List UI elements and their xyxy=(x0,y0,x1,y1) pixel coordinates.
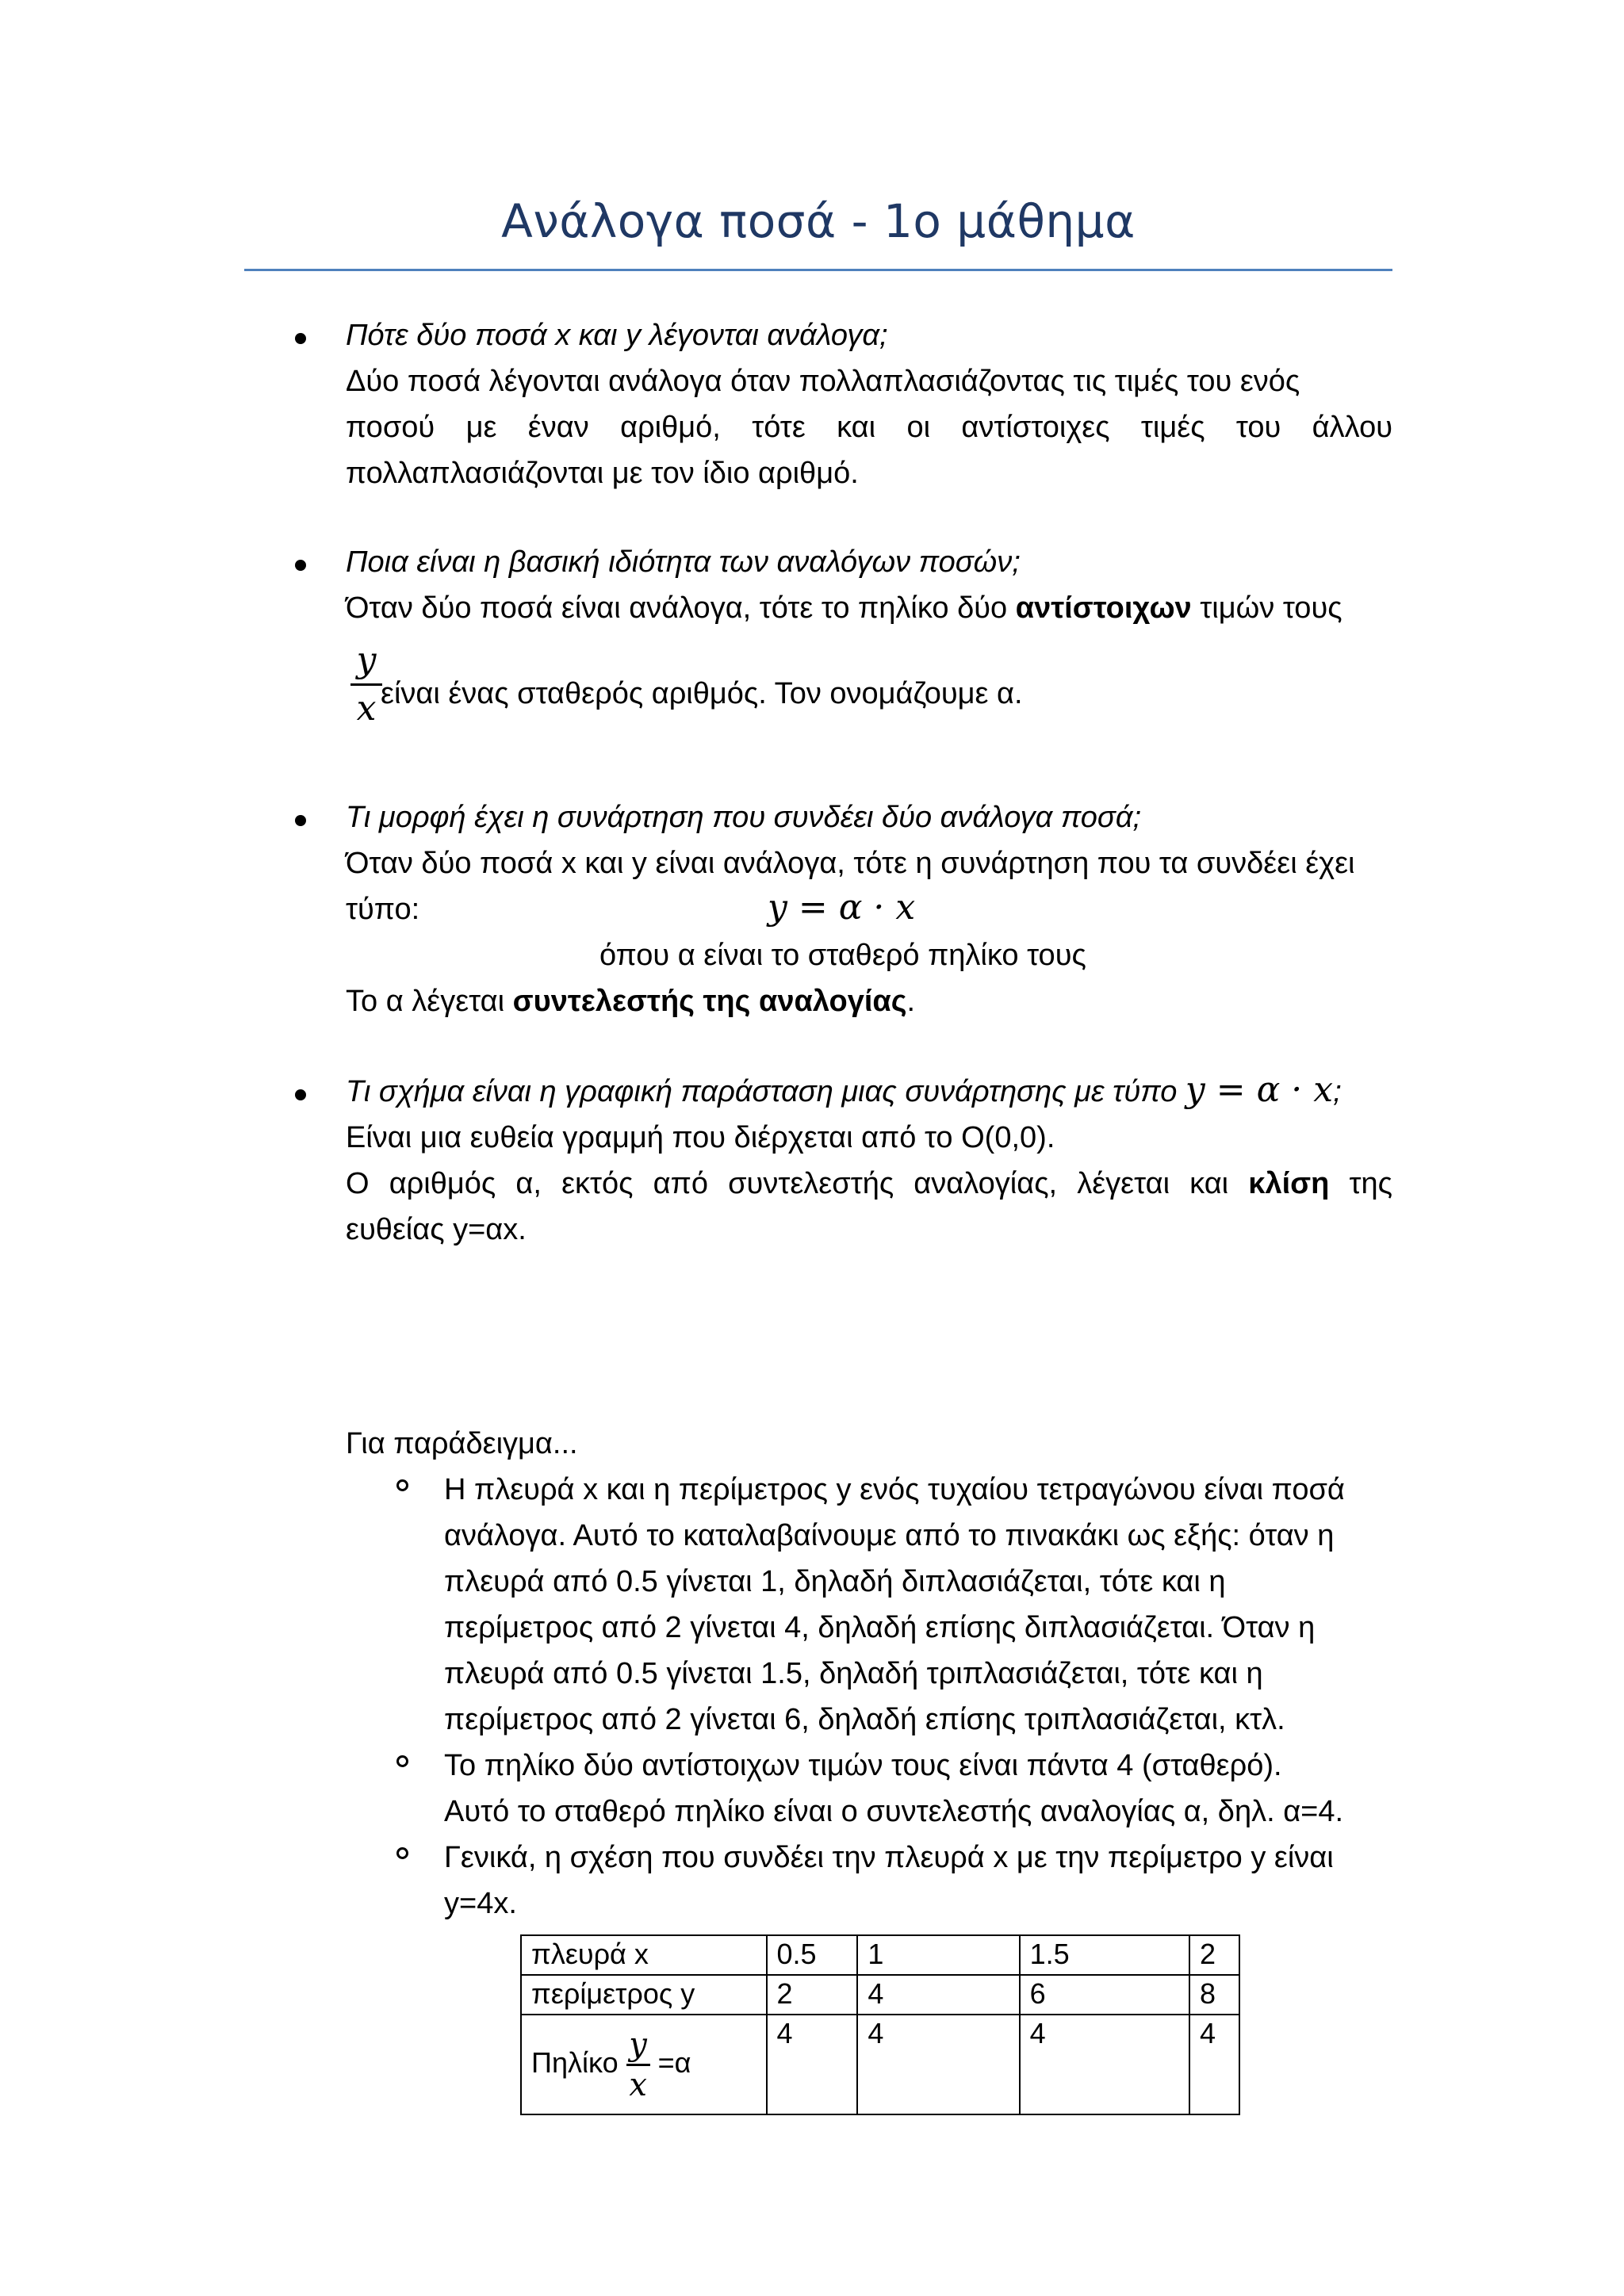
table-cell: 4 xyxy=(857,2015,1019,2114)
table-row xyxy=(521,2015,1239,2114)
example-2-line-2: Αυτό το σταθερό πηλίκο είναι ο συντελεστής αναλογίας α, δηλ. α=4. xyxy=(444,1795,1344,1828)
answer-text: της xyxy=(1329,1167,1392,1200)
answer-3-line-2: τύπο: xyxy=(346,893,420,926)
table-cell: 4 xyxy=(1189,2015,1239,2114)
example-3-line-1: Γενικά, η σχέση που συνδέει την πλευρά x με την περίμετρο y είναι xyxy=(444,1841,1334,1874)
proportion-table xyxy=(520,1934,1240,2115)
formula-y-equals-ax: y = α · x xyxy=(1185,1070,1334,1110)
example-1-line-2: ανάλογα. Αυτό το καταλαβαίνουμε από το πινακάκι ως εξής: όταν η xyxy=(444,1519,1335,1552)
question-mark: ; xyxy=(1333,1075,1342,1108)
table-cell: 2 xyxy=(1189,1935,1239,1975)
bullet-icon xyxy=(295,560,306,571)
fraction-bar xyxy=(350,683,382,686)
example-1-line-3: πλευρά από 0.5 γίνεται 1, δηλαδή διπλασιάζεται, τότε και η xyxy=(444,1565,1226,1598)
circle-bullet-icon xyxy=(396,1479,408,1491)
bullet-icon xyxy=(295,815,306,826)
example-1-line-1: Η πλευρά x και η περίμετρος y ενός τυχαίου τετραγώνου είναι ποσά xyxy=(444,1473,1345,1506)
fraction-numerator: y xyxy=(629,2026,647,2063)
question-1: Πότε δύο ποσά x και y λέγονται ανάλογα; xyxy=(346,319,888,352)
circle-bullet-icon xyxy=(396,1755,408,1767)
table-row xyxy=(521,1975,1239,2015)
example-1-line-6: περίμετρος από 2 γίνεται 6, δηλαδή επίσης τριπλασιάζεται, κτλ. xyxy=(444,1703,1285,1736)
table-cell: περίμετρος y xyxy=(521,1975,767,2015)
table-cell: 4 xyxy=(857,1975,1019,2015)
title-underline xyxy=(244,269,1392,271)
example-2-line-1: Το πηλίκο δύο αντίστοιχων τιμών τους είναι πάντα 4 (σταθερό). xyxy=(444,1749,1282,1782)
circle-bullet-icon xyxy=(396,1847,408,1859)
table-row xyxy=(521,1935,1239,1975)
example-3-line-2: y=4x. xyxy=(444,1887,517,1920)
fraction-y-over-x xyxy=(626,2027,650,2103)
answer-3-line-3: όπου α είναι το σταθερό πηλίκο τους xyxy=(599,939,1086,972)
answer-2-line-1 xyxy=(346,585,1392,631)
table-cell: 4 xyxy=(767,2015,858,2114)
answer-4-line-2 xyxy=(346,1161,1392,1207)
answer-text: Το α λέγεται xyxy=(346,985,513,1018)
answer-1-line-2 xyxy=(346,404,1392,450)
fraction-denominator: x xyxy=(629,2066,647,2103)
answer-4-line-1: Είναι μια ευθεία γραμμή που διέρχεται από το Ο(0,0). xyxy=(346,1121,1055,1154)
bullet-icon xyxy=(295,333,306,344)
answer-text: Δύο ποσά λέγονται ανάλογα όταν πολλαπλασιάζοντας τις τιμές του ενός xyxy=(346,365,1300,398)
page-title: Ανάλογα ποσά - 1ο μάθημα xyxy=(501,194,1136,248)
question-text: Τι σχήμα είναι η γραφική παράσταση μιας συνάρτησης με τύπο xyxy=(346,1075,1178,1108)
answer-4-line-3: ευθείας y=αx. xyxy=(346,1213,527,1246)
example-1-line-5: πλευρά από 0.5 γίνεται 1.5, δηλαδή τριπλασιάζεται, τότε και η xyxy=(444,1657,1263,1690)
table-cell: 4 xyxy=(1020,2015,1189,2114)
answer-2-line-2: είναι ένας σταθερός αριθμός. Τον ονομάζουμε α. xyxy=(381,677,1023,710)
table-cell xyxy=(521,2015,767,2114)
fraction-denominator: x xyxy=(356,688,377,729)
answer-text: τιμών τους xyxy=(1191,591,1342,625)
fraction-numerator: y xyxy=(356,640,377,680)
bullet-icon xyxy=(295,1089,306,1100)
ratio-label-end: =α xyxy=(657,2045,691,2079)
question-3: Τι μορφή έχει η συνάρτηση που συνδέει δύο ανάλογα ποσά; xyxy=(346,801,1142,834)
bold-term: αντίστοιχων xyxy=(1015,591,1192,625)
answer-text: ποσού με έναν αριθμό, τότε και οι αντίστοιχες τιμές του άλλου xyxy=(346,411,1392,444)
formula-y-equals-ax: y = α · x xyxy=(768,887,916,928)
table-cell: 6 xyxy=(1020,1975,1189,2015)
question-2: Ποια είναι η βασική ιδιότητα των αναλόγων ποσών; xyxy=(346,545,1021,579)
answer-1-line-1 xyxy=(346,358,1392,404)
answer-text: . xyxy=(906,985,916,1018)
ratio-label: Πηλίκο xyxy=(531,2045,619,2079)
question-4 xyxy=(346,1067,1392,1115)
table-cell: 1.5 xyxy=(1020,1935,1189,1975)
bold-term: κλίση xyxy=(1248,1167,1330,1200)
answer-3-line-4 xyxy=(346,978,1392,1024)
answer-1-line-3: πολλαπλασιάζονται με τον ίδιο αριθμό. xyxy=(346,457,859,490)
answer-text: Όταν δύο ποσά είναι ανάλογα, τότε το πηλίκο δύο xyxy=(346,591,1016,625)
answer-text: Ο αριθμός α, εκτός από συντελεστής αναλογίας, λέγεται και xyxy=(346,1167,1249,1200)
fraction-y-over-x xyxy=(350,641,382,729)
example-heading: Για παράδειγμα... xyxy=(346,1427,578,1460)
table-cell: 2 xyxy=(767,1975,858,2015)
answer-3-line-1: Όταν δύο ποσά x και y είναι ανάλογα, τότε η συνάρτηση που τα συνδέει έχει xyxy=(346,847,1355,880)
table-cell: πλευρά x xyxy=(521,1935,767,1975)
table-cell: 0.5 xyxy=(767,1935,858,1975)
bold-term: συντελεστής της αναλογίας xyxy=(512,985,907,1018)
table-cell: 1 xyxy=(857,1935,1019,1975)
example-1-line-4: περίμετρος από 2 γίνεται 4, δηλαδή επίσης διπλασιάζεται. Όταν η xyxy=(444,1611,1316,1644)
table-cell: 8 xyxy=(1189,1975,1239,2015)
fraction-bar xyxy=(626,2064,650,2066)
